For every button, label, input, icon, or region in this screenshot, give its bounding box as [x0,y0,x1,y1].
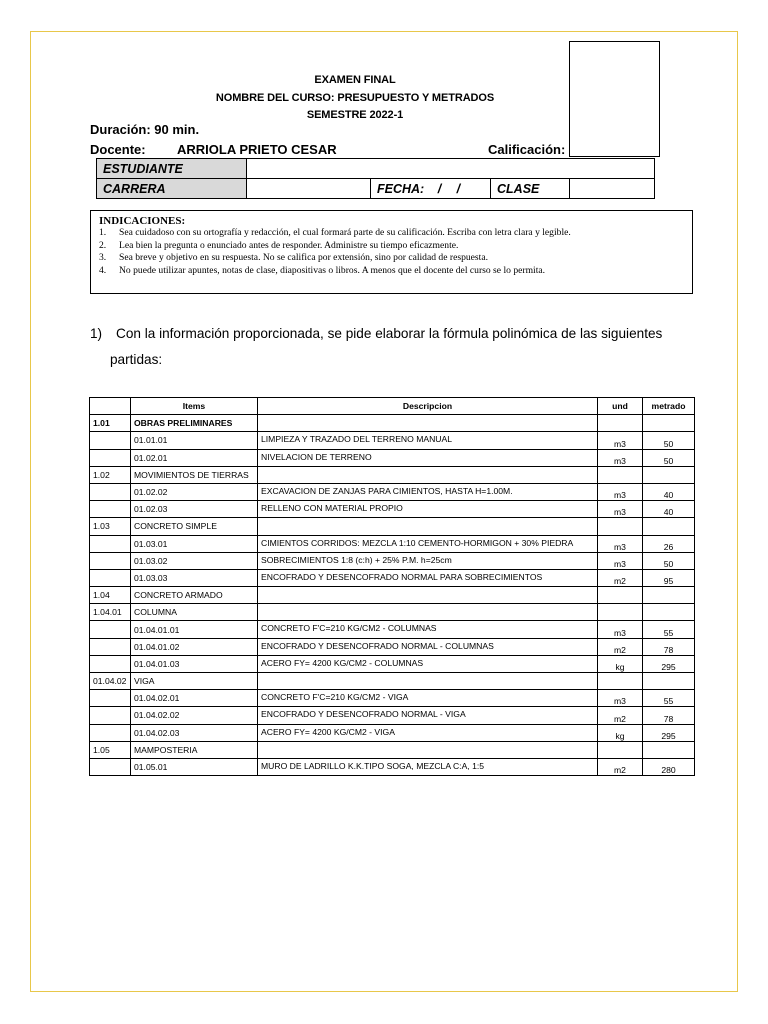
indicacion-num: 3. [99,252,107,264]
row-code [90,535,131,552]
question-continuation: partidas: [110,352,163,367]
row-und [598,741,643,758]
row-metrado [643,604,695,621]
indicacion-item [99,240,684,252]
row-und: m3 [598,449,643,466]
row-descripcion: CIMIENTOS CORRIDOS: MEZCLA 1:10 CEMENTO-HORMIGON + 30% PIEDRA [258,535,598,552]
row-code [90,655,131,672]
row-metrado [643,741,695,758]
row-und: m3 [598,483,643,500]
row-item: 01.05.01 [131,758,258,775]
row-und: m2 [598,707,643,724]
indicacion-num: 1. [99,227,107,239]
table-row [90,690,695,707]
fecha-label: FECHA: [377,181,425,196]
row-metrado: 295 [643,655,695,672]
row-code [90,690,131,707]
table-row [90,432,695,449]
course-name: NOMBRE DEL CURSO: PRESUPUESTO Y METRADOS [215,92,495,104]
indicacion-text: No puede utilizar apuntes, notas de clase, diapositivas o libros. A menos que el docente del curso se lo permita. [119,264,546,276]
table-row [90,621,695,638]
row-metrado: 295 [643,724,695,741]
row-item: 01.03.01 [131,535,258,552]
row-descripcion [258,741,598,758]
row-und: m3 [598,552,643,569]
row-code [90,724,131,741]
row-und: m3 [598,535,643,552]
row-metrado: 95 [643,569,695,586]
student-info-table [96,158,655,199]
indicacion-text: Sea breve y objetivo en su respuesta. No se califica por extensión, sino por calidad de respuesta. [119,252,488,264]
photo-box [569,41,660,157]
carrera-label: CARRERA [97,179,247,199]
row-item: CONCRETO SIMPLE [131,518,258,535]
row-und: m2 [598,638,643,655]
row-code: 1.01 [90,415,131,432]
carrera-field[interactable] [247,179,371,199]
table-row [90,673,695,690]
row-und: m2 [598,569,643,586]
row-item: 01.04.01.03 [131,655,258,672]
row-code [90,638,131,655]
table-row [90,638,695,655]
row-metrado: 78 [643,638,695,655]
items-table-body [90,415,695,776]
row-und [598,604,643,621]
row-descripcion: ACERO FY= 4200 KG/CM2 - COLUMNAS [258,655,598,672]
row-item: 01.04.01.01 [131,621,258,638]
table-row [90,587,695,604]
row-item: 01.04.02.02 [131,707,258,724]
indicacion-text: Lea bien la pregunta o enunciado antes de responder. Administre su tiempo eficazmente. [119,239,459,251]
row-metrado: 50 [643,552,695,569]
question-num: 1) [90,326,103,341]
row-item: 01.04.02.01 [131,690,258,707]
row-code [90,501,131,518]
row-item: 01.02.01 [131,449,258,466]
row-metrado: 280 [643,758,695,775]
row-descripcion [258,604,598,621]
row-descripcion: ENCOFRADO Y DESENCOFRADO NORMAL - VIGA [258,707,598,724]
row-code: 1.02 [90,466,131,483]
row-item: MOVIMIENTOS DE TIERRAS [131,466,258,483]
row-metrado [643,587,695,604]
table-row [90,466,695,483]
row-item: 01.03.03 [131,569,258,586]
row-metrado: 55 [643,690,695,707]
row-descripcion [258,518,598,535]
row-descripcion: ACERO FY= 4200 KG/CM2 - VIGA [258,724,598,741]
row-descripcion: ENCOFRADO Y DESENCOFRADO NORMAL - COLUMNAS [258,638,598,655]
row-code [90,707,131,724]
row-code [90,758,131,775]
row-metrado: 26 [643,535,695,552]
row-descripcion [258,415,598,432]
row-und: kg [598,655,643,672]
col-items-header: Items [131,398,258,415]
row-item: 01.02.02 [131,483,258,500]
row-item: CONCRETO ARMADO [131,587,258,604]
indicacion-num: 4. [99,264,107,276]
duration-text: Duración: 90 min. [90,122,200,137]
row-und: m3 [598,621,643,638]
row-code: 1.03 [90,518,131,535]
estudiante-field[interactable] [247,159,655,179]
indicacion-item [99,227,684,239]
row-und: m3 [598,690,643,707]
clase-field[interactable] [570,179,655,199]
table-row [90,707,695,724]
table-row [90,758,695,775]
clase-label: CLASE [491,179,570,199]
indicacion-text: Sea cuidadoso con su ortografía y redacción, el cual formará parte de su calificación. Escriba con letra clara y legible. [119,227,571,239]
row-descripcion [258,466,598,483]
row-metrado [643,466,695,483]
row-code [90,569,131,586]
exam-title: EXAMEN FINAL [314,74,396,86]
fecha-cell[interactable] [371,179,491,199]
indicacion-item [99,265,684,277]
row-descripcion [258,673,598,690]
row-code [90,483,131,500]
row-metrado: 40 [643,501,695,518]
row-item: 01.03.02 [131,552,258,569]
row-item: VIGA [131,673,258,690]
row-code: 01.04.02 [90,673,131,690]
row-descripcion: EXCAVACION DE ZANJAS PARA CIMIENTOS, HASTA H=1.00M. [258,483,598,500]
row-item: 01.01.01 [131,432,258,449]
col-descripcion-header: Descripcion [258,398,598,415]
row-descripcion [258,587,598,604]
estudiante-label: ESTUDIANTE [97,159,247,179]
row-descripcion: CONCRETO F'C=210 KG/CM2 - VIGA [258,690,598,707]
row-descripcion: NIVELACION DE TERRENO [258,449,598,466]
col-und-header: und [598,398,643,415]
docente-name: ARRIOLA PRIETO CESAR [177,142,337,157]
docente-label: Docente: [90,142,146,157]
row-descripcion: SOBRECIMIENTOS 1:8 (c:h) + 25% P.M. h=25cm [258,552,598,569]
row-item: 01.04.02.03 [131,724,258,741]
fecha-value: / / [437,181,467,196]
row-code [90,449,131,466]
indicaciones-box [90,210,693,294]
row-descripcion: CONCRETO F'C=210 KG/CM2 - COLUMNAS [258,621,598,638]
row-code [90,432,131,449]
col-code-header [90,398,131,415]
row-code [90,552,131,569]
table-row [90,535,695,552]
row-und: m2 [598,758,643,775]
question-1 [90,321,690,373]
question-line [90,321,690,347]
row-und: m3 [598,432,643,449]
table-header-row [90,398,695,415]
row-metrado [643,673,695,690]
row-code [90,621,131,638]
row-item: COLUMNA [131,604,258,621]
items-table [89,397,695,776]
table-row [90,415,695,432]
row-descripcion: RELLENO CON MATERIAL PROPIO [258,501,598,518]
row-und [598,415,643,432]
row-und [598,466,643,483]
row-descripcion: MURO DE LADRILLO K.K.TIPO SOGA, MEZCLA C:A, 1:5 [258,758,598,775]
table-row [90,449,695,466]
row-descripcion: ENCOFRADO Y DESENCOFRADO NORMAL PARA SOBRECIMIENTOS [258,569,598,586]
table-row [90,569,695,586]
table-row [90,518,695,535]
row-item: 01.04.01.02 [131,638,258,655]
calificacion-label: Calificación: [488,142,566,157]
row-item: 01.02.03 [131,501,258,518]
question-text: Con la información proporcionada, se pide elaborar la fórmula polinómica de las siguientes [116,326,663,341]
row-metrado: 78 [643,707,695,724]
table-row [90,741,695,758]
semester: SEMESTRE 2022-1 [306,109,404,121]
table-row [90,604,695,621]
row-und: kg [598,724,643,741]
row-code: 1.05 [90,741,131,758]
row-code: 1.04.01 [90,604,131,621]
table-row [90,552,695,569]
row-descripcion: LIMPIEZA Y TRAZADO DEL TERRENO MANUAL [258,432,598,449]
col-metrado-header: metrado [643,398,695,415]
row-item: OBRAS PRELIMINARES [131,415,258,432]
indicaciones-title: INDICACIONES: [99,215,186,227]
table-row [90,501,695,518]
indicacion-num: 2. [99,239,107,251]
row-metrado: 50 [643,432,695,449]
row-metrado [643,415,695,432]
row-metrado: 55 [643,621,695,638]
row-metrado [643,518,695,535]
row-und: m3 [598,501,643,518]
indicacion-item [99,252,684,264]
row-item: MAMPOSTERIA [131,741,258,758]
row-code: 1.04 [90,587,131,604]
row-und [598,673,643,690]
row-metrado: 40 [643,483,695,500]
table-row [90,724,695,741]
row-und [598,518,643,535]
row-und [598,587,643,604]
row-metrado: 50 [643,449,695,466]
table-row [90,655,695,672]
table-row [90,483,695,500]
